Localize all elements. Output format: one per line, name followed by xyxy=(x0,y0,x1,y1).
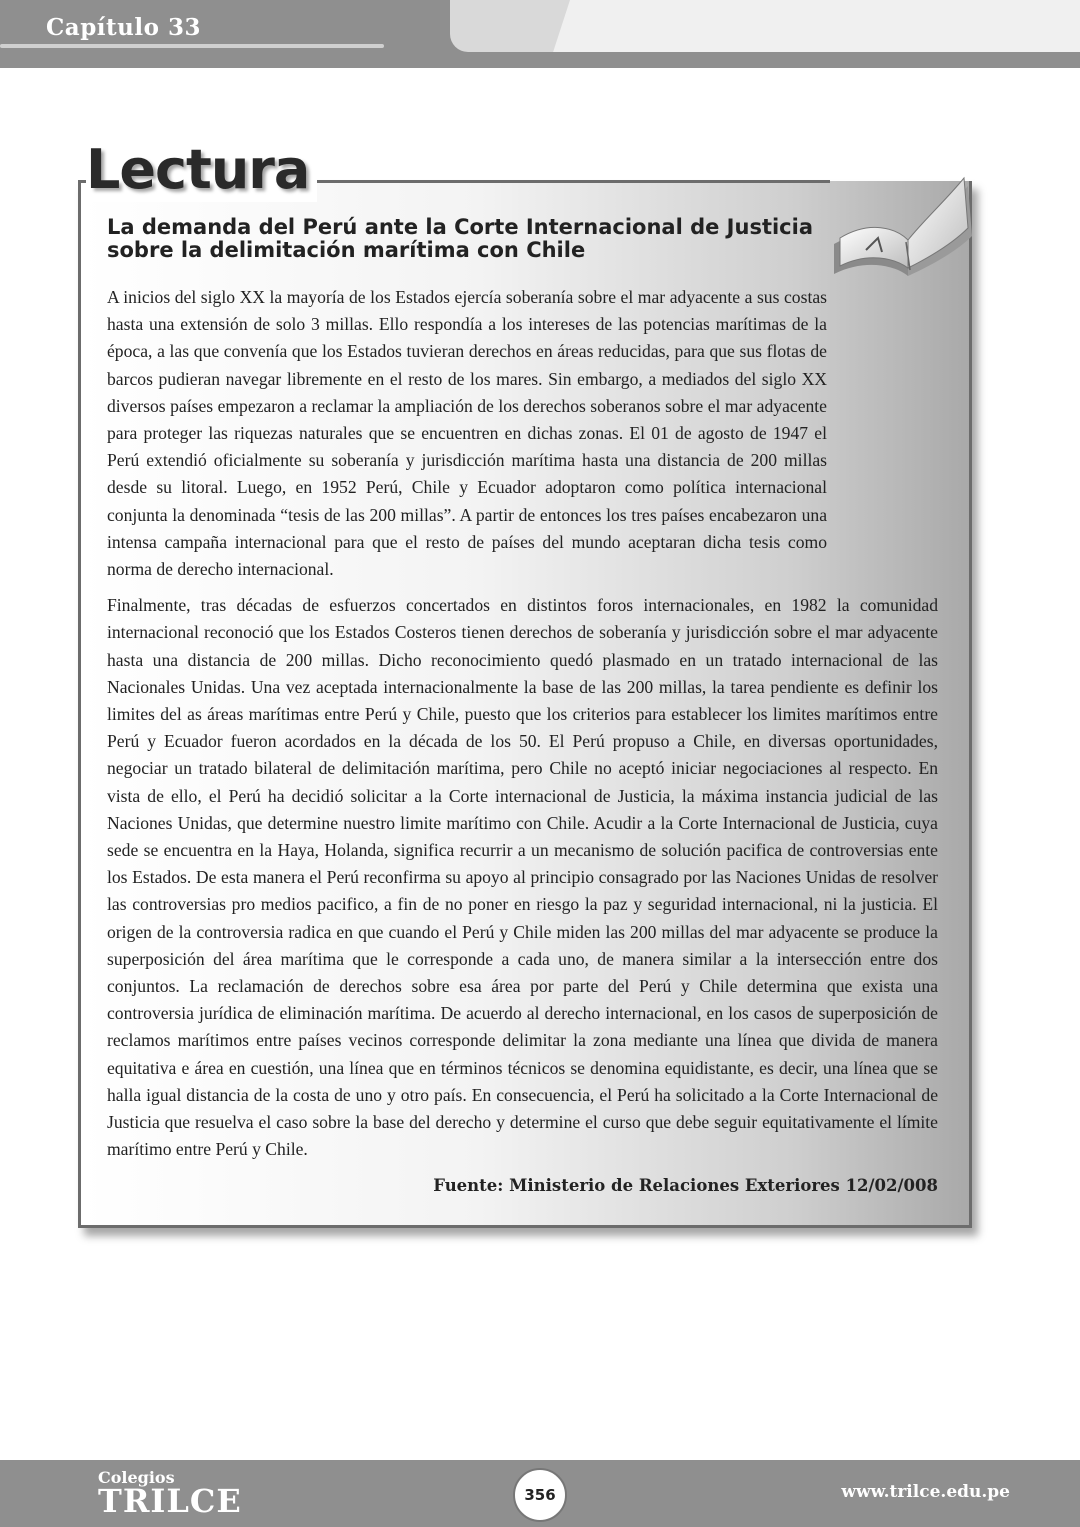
article-source: Fuente: Ministerio de Relaciones Exteriores 12/02/008 xyxy=(433,1176,938,1195)
section-heading: Lectura xyxy=(86,138,317,202)
article-paragraph: A inicios del siglo XX la mayoría de los Estados ejercía soberanía sobre el mar adyacente a sus costas hasta una extensión de solo 3 millas. Ello respondía a los intereses de las potencias marítimas de la época, a las que convenía que los Estados tuvieran derechos en áreas reducidas, para que sus flotas de barcos pudieran navegar libremente en el resto de los mares. Sin embargo, a mediados del siglo XX diversos países empezaron a reclamar la ampliación de los derechos soberanos sobre el mar adyacente para proteger las riquezas naturales que se encuentren en dichas zonas. El 01 de agosto de 1947 el Perú extendió oficialmente su soberanía y jurisdicción marítima hasta una distancia de 200 millas desde su litoral. Luego, en 1952 Perú, Chile y Ecuador adoptaron como política internacional conjunta la denominada “tesis de las 200 millas”. A partir de entonces los tres países encabezaron una intensa campaña internacional para que el resto de países del mundo aceptaran dicha tesis como norma de derecho internacional. xyxy=(107,287,827,580)
header-decor-lighter xyxy=(553,0,1080,52)
article-paragraph: Finalmente, tras décadas de esfuerzos concertados en distintos foros internacionales, en 1982 la comunidad internacional reconoció que los Estados Costeros tienen derechos de soberanía y jurisdicción sobre el mar adyacente hasta una distancia de 200 millas. Dicho reconocimiento quedó plasmado en un tratado internacional de las Nacionales Unidas. Una vez aceptada internacionalmente la base de las 200 millas, la tarea pendiente es definir los limites del as áreas marítimas entre Perú y Chile, puesto que los criterios para establecer los limites marítimos entre Perú y Ecuador fueron acordados en la década de los 50. El Perú propuso a Chile, en diversas oportunidades, negociar un tratado bilateral de delimitación marítima, pero Chile no aceptó iniciar negociaciones al respecto. En vista de ello, el Perú ha decidió solicitar a la Corte internacional de Justicia, la máxima instancia judicial de las Naciones Unidas, que determine nuestro limite marítimo con Chile. Acudir a la Corte Internacional de Justicia, cuya sede se encuentra en la Haya, Holanda, significa recurrir a un mecanismo de solución pacifica de controversias ente los Estados. De esta manera el Perú reconfirma su apoyo al principio consagrado por las Naciones Unidas de resolver las controversias pro medios pacifico, a fin de no poner en riesgo la paz y seguridad internacional, ni la justicia. El origen de la controversia radica en que cuando el Perú y Chile miden las 200 millas del mar adyacente se produce la superposición del área marítima que le corresponde a cada uno, de manera similar a la intersección entre dos conjuntos. La reclamación de derechos sobre esa área por parte del Perú y Chile determina que exista una controversia jurídica de eliminación marítima. De acuerdo al derecho internacional, en los casos de superposición de reclamos marítimos entre países vecinos corresponde delimitar la zona mediante una línea que divida de manera equitativa e área en cuestión, una línea que en términos técnicos se denomina equidistante, es decir, una línea que se halla igual distancia de la costa de uno y otro país. En consecuencia, el Perú ha solicitado a la Corte Internacional de Justicia que resuelva el caso sobre la base del derecho y determine el curso que debe seguir equitativamente el límite marítimo entre Perú y Chile. xyxy=(107,595,938,1160)
brand-logo: TRILCE xyxy=(98,1482,242,1520)
website-link[interactable]: www.trilce.edu.pe xyxy=(841,1482,1010,1502)
page-header xyxy=(0,0,1080,68)
article-title: La demanda del Perú ante la Corte Internacional de Justicia sobre la delimitación marítima con Chile xyxy=(107,215,814,262)
page-number: 356 xyxy=(513,1468,567,1522)
brand-subtitle: Colegios xyxy=(98,1468,175,1487)
chapter-underline xyxy=(0,44,384,48)
article-body xyxy=(107,284,938,1173)
open-book-icon xyxy=(826,166,976,286)
page-footer xyxy=(0,1460,1080,1527)
chapter-label: Capítulo 33 xyxy=(46,14,201,41)
